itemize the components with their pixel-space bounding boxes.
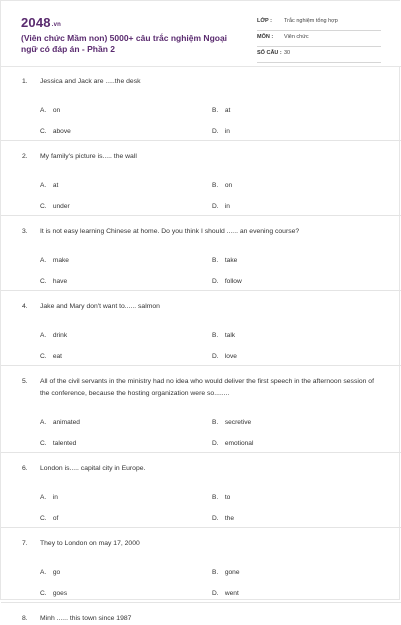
answer-option-b[interactable]	[212, 257, 237, 264]
answer-options	[1, 400, 401, 447]
answer-options	[1, 475, 401, 522]
option-letter: A.	[40, 257, 47, 264]
option-text: above	[52, 128, 71, 135]
option-letter: B.	[212, 182, 219, 189]
question-text: My family's picture is..... the wall	[40, 153, 137, 160]
option-letter: C.	[40, 278, 47, 285]
option-letter: B.	[212, 107, 219, 114]
question-text: It is not easy learning Chinese at home. Do you think I should ...... an evening course?	[40, 228, 300, 235]
answer-options	[1, 550, 401, 597]
answer-option-d[interactable]	[212, 278, 242, 285]
option-letter: C.	[40, 353, 47, 360]
question-item	[1, 151, 401, 216]
question-text: They to London on may 17, 2000	[40, 540, 140, 547]
option-letter: B.	[212, 257, 219, 264]
option-text: in	[224, 203, 230, 210]
option-text: in	[52, 494, 58, 501]
question-text: All of the civil servants in the ministry had no idea who would deliver the first speech in the afternoon session of the conference, because the hosting organization were so........	[40, 378, 374, 397]
option-letter: B.	[212, 494, 219, 501]
option-letter: D.	[212, 203, 219, 210]
answer-option-a[interactable]	[40, 332, 67, 339]
meta-row-subject	[257, 31, 381, 47]
logo-suffix: .vn	[51, 22, 62, 28]
answer-option-a[interactable]	[40, 494, 58, 501]
answer-option-a[interactable]	[40, 107, 60, 114]
answer-option-b[interactable]	[212, 332, 235, 339]
question-item	[1, 538, 401, 603]
question-number: 5.	[22, 378, 28, 385]
question-divider	[1, 452, 401, 453]
option-text: secretive	[224, 419, 252, 426]
meta-row-class	[257, 15, 381, 31]
question-divider	[1, 602, 401, 603]
option-text: at	[52, 182, 59, 189]
answer-option-b[interactable]	[212, 569, 240, 576]
question-text-row	[1, 538, 401, 550]
answer-option-b[interactable]	[212, 182, 232, 189]
question-divider	[1, 290, 401, 291]
option-letter: C.	[40, 515, 47, 522]
option-letter: D.	[212, 440, 219, 447]
answer-option-c[interactable]	[40, 128, 71, 135]
answer-options	[1, 238, 401, 285]
option-letter: B.	[212, 569, 219, 576]
question-number: 6.	[22, 465, 28, 472]
answer-option-c[interactable]	[40, 203, 70, 210]
option-letter: C.	[40, 440, 47, 447]
option-text: drink	[52, 332, 68, 339]
question-text-row	[1, 613, 401, 625]
question-text-row	[1, 226, 401, 238]
answer-option-c[interactable]	[40, 278, 67, 285]
question-text: London is..... capital city in Europe.	[40, 465, 146, 472]
option-letter: A.	[40, 494, 47, 501]
option-text: have	[52, 278, 68, 285]
option-text: gone	[224, 569, 240, 576]
question-text-row	[1, 376, 401, 400]
answer-option-d[interactable]	[212, 515, 234, 522]
option-text: goes	[52, 590, 68, 597]
question-divider	[1, 527, 401, 528]
question-text-row	[1, 76, 401, 88]
option-text: at	[224, 107, 231, 114]
option-text: under	[52, 203, 70, 210]
option-letter: A.	[40, 419, 47, 426]
answer-option-c[interactable]	[40, 590, 67, 597]
meta-value: 30	[284, 50, 291, 56]
option-letter: B.	[212, 332, 219, 339]
question-divider	[1, 140, 401, 141]
option-letter: A.	[40, 182, 47, 189]
option-text: take	[224, 257, 238, 264]
logo-text: 2048	[21, 15, 51, 30]
question-text: Jake and Mary don't want to...... salmon	[40, 303, 160, 310]
option-text: of	[52, 515, 59, 522]
answer-option-a[interactable]	[40, 257, 69, 264]
option-letter: D.	[212, 515, 219, 522]
meta-label: SỐ CÂU :	[257, 50, 282, 56]
option-text: the	[224, 515, 235, 522]
option-text: go	[52, 569, 61, 576]
meta-row-count	[257, 47, 381, 63]
option-text: on	[52, 107, 61, 114]
question-text: Minh ...... this town since 1987	[40, 615, 132, 622]
question-divider	[1, 365, 401, 366]
option-letter: A.	[40, 569, 47, 576]
question-text: Jessica and Jack are .....the desk	[40, 78, 141, 85]
question-text-row	[1, 463, 401, 475]
option-text: went	[224, 590, 239, 597]
option-text: talented	[52, 440, 77, 447]
meta-label: MÔN :	[257, 34, 274, 40]
option-text: animated	[52, 419, 80, 426]
option-letter: D.	[212, 278, 219, 285]
meta-info	[257, 15, 381, 63]
question-text-row	[1, 151, 401, 163]
meta-label: LỚP :	[257, 18, 272, 24]
option-letter: C.	[40, 128, 47, 135]
option-text: in	[224, 128, 230, 135]
question-text-row	[1, 301, 401, 313]
meta-value: Viên chức	[284, 34, 309, 40]
answer-option-c[interactable]	[40, 353, 62, 360]
option-text: love	[224, 353, 237, 360]
option-text: eat	[52, 353, 63, 360]
option-letter: D.	[212, 353, 219, 360]
answer-option-b[interactable]	[212, 419, 251, 426]
answer-option-d[interactable]	[212, 440, 253, 447]
question-number: 3.	[22, 228, 28, 235]
answer-option-c[interactable]	[40, 515, 58, 522]
question-list	[1, 76, 401, 625]
document-header	[1, 1, 401, 67]
option-text: to	[224, 494, 231, 501]
option-letter: D.	[212, 128, 219, 135]
question-item	[1, 226, 401, 291]
meta-value: Trắc nghiệm tổng hợp	[284, 18, 338, 24]
question-item	[1, 613, 401, 625]
option-text: make	[52, 257, 69, 264]
answer-option-d[interactable]	[212, 353, 237, 360]
answer-option-d[interactable]	[212, 128, 230, 135]
question-divider	[1, 215, 401, 216]
option-letter: A.	[40, 332, 47, 339]
answer-option-d[interactable]	[212, 590, 239, 597]
question-number: 8.	[22, 615, 28, 622]
option-letter: A.	[40, 107, 47, 114]
answer-option-a[interactable]	[40, 569, 60, 576]
answer-options	[1, 88, 401, 135]
answer-option-a[interactable]	[40, 419, 80, 426]
question-number: 7.	[22, 540, 28, 547]
question-number: 2.	[22, 153, 28, 160]
answer-option-b[interactable]	[212, 107, 230, 114]
option-letter: D.	[212, 590, 219, 597]
option-text: emotional	[224, 440, 254, 447]
site-logo[interactable]	[21, 15, 61, 30]
option-text: talk	[224, 332, 236, 339]
question-item	[1, 301, 401, 366]
question-item	[1, 463, 401, 528]
question-item	[1, 76, 401, 141]
option-letter: C.	[40, 203, 47, 210]
answer-options	[1, 163, 401, 210]
answer-options	[1, 313, 401, 360]
question-number: 4.	[22, 303, 28, 310]
answer-option-d[interactable]	[212, 203, 230, 210]
option-text: follow	[224, 278, 242, 285]
page-title: (Viên chức Mầm non) 5000+ câu trắc nghiệm Ngoại ngữ có đáp án - Phần 2	[21, 33, 228, 54]
question-number: 1.	[22, 78, 28, 85]
question-item	[1, 376, 401, 453]
answer-option-b[interactable]	[212, 494, 230, 501]
option-letter: C.	[40, 590, 47, 597]
answer-option-c[interactable]	[40, 440, 76, 447]
option-text: on	[224, 182, 233, 189]
answer-option-a[interactable]	[40, 182, 58, 189]
option-letter: B.	[212, 419, 219, 426]
